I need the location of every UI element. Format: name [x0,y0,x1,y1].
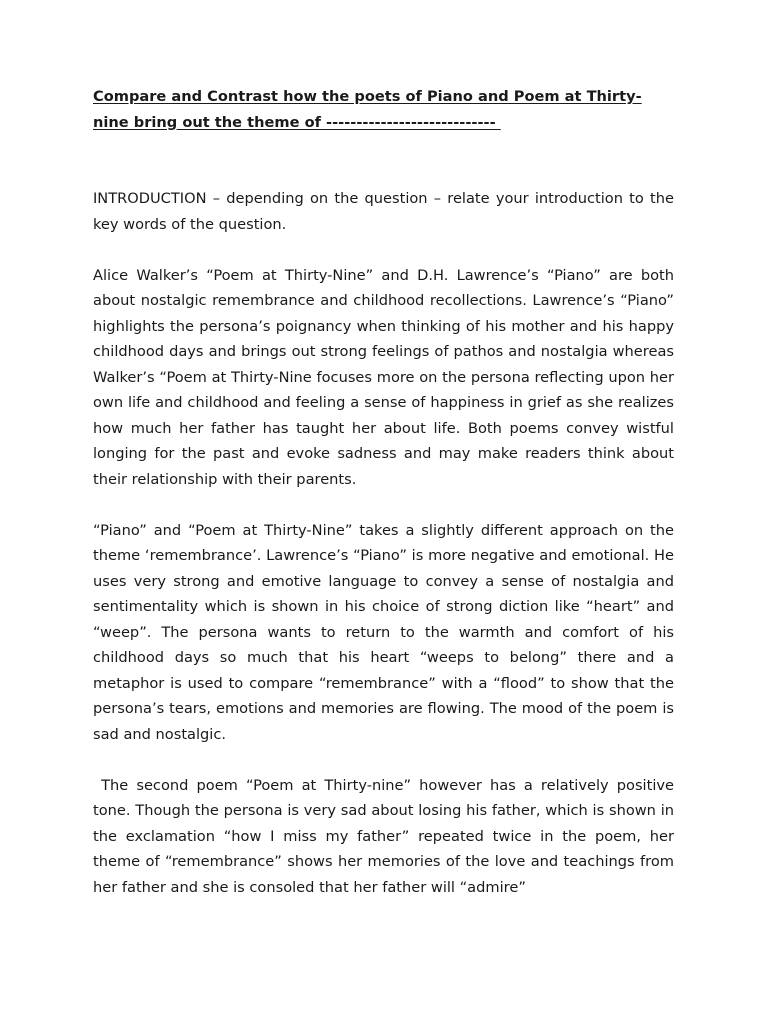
document-title: Compare and Contrast how the poets of Piano and Poem at Thirty-nine bring out the theme of ---------------------------- [93,88,642,131]
spacer [93,135,674,186]
spacer [93,747,674,773]
spacer [93,237,674,263]
spacer [93,492,674,518]
document-page [93,84,679,900]
paragraph-overview: Alice Walker’s “Poem at Thirty-Nine” and D.H. Lawrence’s “Piano” are both about nostalgic remembrance and childhood recollections. Lawrence’s “Piano” highlights the persona’s poignancy when thinking of his mother and his happy childhood days and brings out strong feelings of pathos and nostalgia whereas Walker’s “Poem at Thirty-Nine focuses more on the persona reflecting upon her own life and childhood and feeling a sense of happiness in grief as she realizes how much her father has taught her about life. Both poems convey wistful longing for the past and evoke sadness and may make readers think about their relationship with their parents. [93,266,679,488]
paragraph-piano: “Piano” and “Poem at Thirty-Nine” takes a slightly different approach on the theme ‘remembrance’. Lawrence’s “Piano” is more negative and emotional. He uses very strong and emotive language to convey a sense of nostalgia and sentimentality which is shown in his choice of strong diction like “heart” and “weep”. The persona wants to return to the warmth and comfort of his childhood days so much that his heart “weeps to belong” there and a metaphor is used to compare “remembrance” with a “flood” to show that the persona’s tears, emotions and memories are flowing. The mood of the poem is sad and nostalgic. [93,521,679,743]
paragraph-introduction: INTRODUCTION – depending on the question – relate your introduction to the key words of the question. [93,190,679,233]
paragraph-poem-at-thirty-nine: The second poem “Poem at Thirty-nine” however has a relatively positive tone. Though the persona is very sad about losing his father, which is shown in the exclamation “how I miss my father” repeated twice in the poem, her theme of “remembrance” shows her memories of the love and teachings from her father and she is consoled that her father will “admire” [93,776,679,896]
